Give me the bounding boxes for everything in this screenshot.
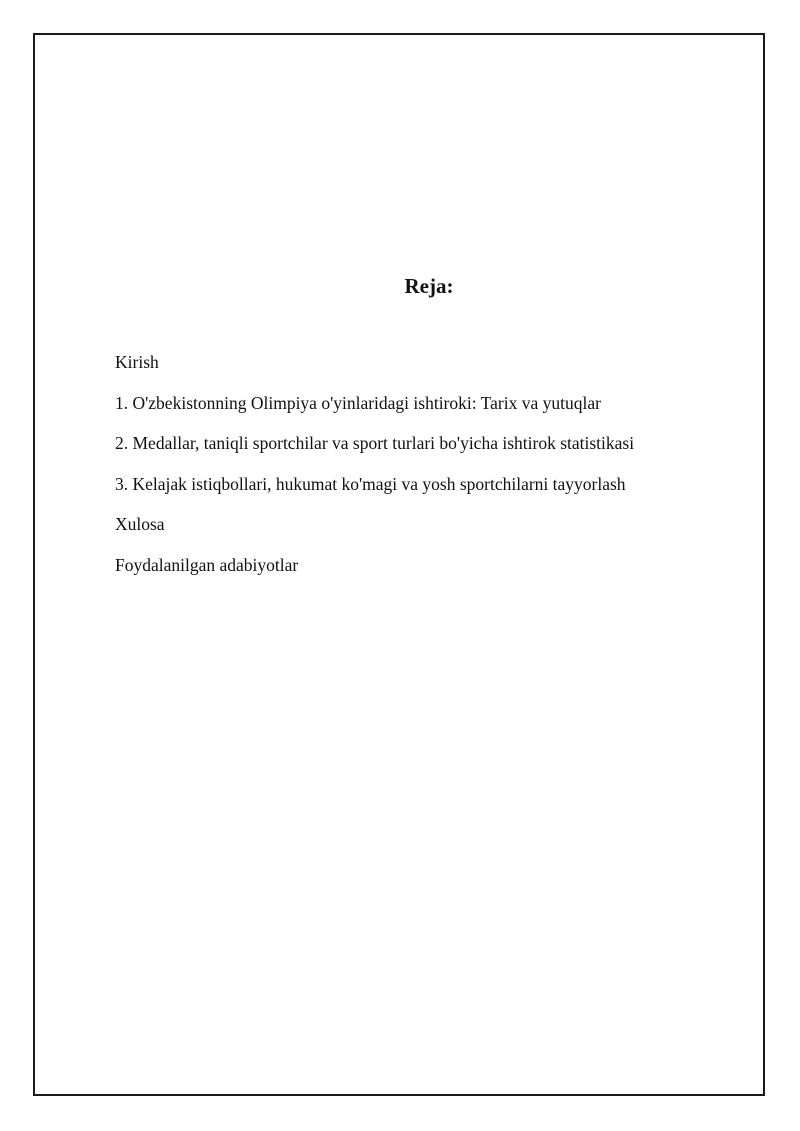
plan-item-references: Foydalanilgan adabiyotlar bbox=[115, 554, 299, 575]
plan-item-3: 3. Kelajak istiqbollari, hukumat ko'magi va yosh sportchilarni tayyorlash bbox=[115, 473, 626, 494]
page-title: Reja: bbox=[404, 274, 454, 298]
plan-list bbox=[115, 350, 634, 593]
plan-item-1: 1. O'zbekistonning Olimpiya o'yinlaridagi ishtiroki: Tarix va yutuqlar bbox=[115, 392, 601, 413]
plan-item-conclusion: Xulosa bbox=[115, 514, 165, 534]
plan-item-introduction: Kirish bbox=[115, 352, 159, 372]
plan-item-2: 2. Medallar, taniqli sportchilar va sport turlari bo'yicha ishtirok statistikasi bbox=[115, 433, 635, 453]
